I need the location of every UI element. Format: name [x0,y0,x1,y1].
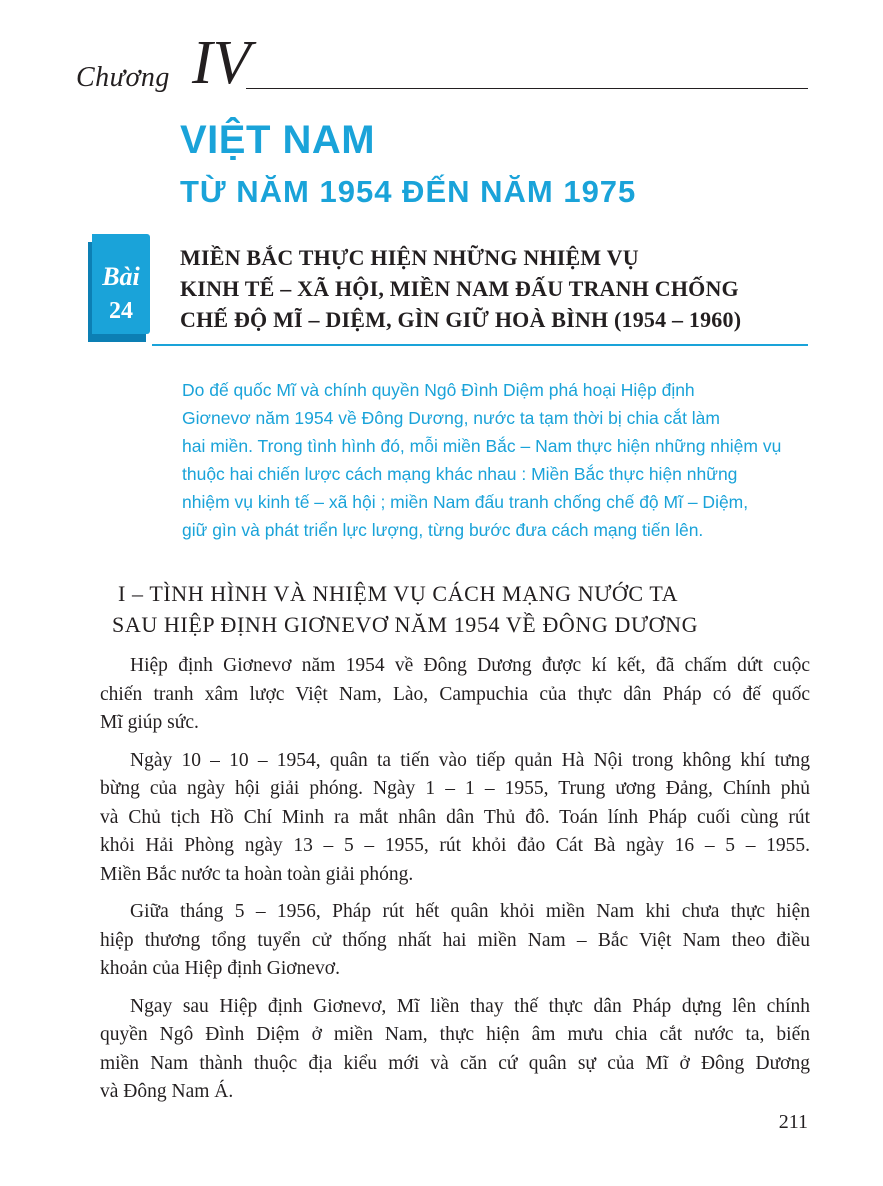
lesson-badge-word: Bài [102,262,140,291]
paragraph-line: Mĩ giúp sức. [100,712,199,733]
section-heading [112,578,699,640]
paragraph-line: và Đông Nam Á. [100,1081,234,1102]
body-text [100,652,810,1116]
paragraph-line: Ngày 10 – 10 – 1954, quân ta tiến vào tiếp quản Hà Nội trong không khí tưng [130,749,810,771]
paragraph-line: Hiệp định Giơnevơ năm 1954 về Đông Dương được kí kết, đã chấm dứt cuộc [130,655,810,676]
paragraph-line: hiệp thương tổng tuyển cử thống nhất hai miền Nam – Bắc Việt Nam theo điều [100,929,810,951]
chapter-underline [246,88,808,89]
paragraph [100,652,810,738]
paragraph-line: khoản của Hiệp định Giơnevơ. [100,958,340,979]
paragraph-line: Ngay sau Hiệp định Giơnevơ, Mĩ liền thay thế thực dân Pháp dựng lên chính [130,995,810,1017]
chapter-heading [76,29,808,97]
intro-line: hai miền. Trong tình hình đó, mỗi miền Bắc – Nam thực hiện những nhiệm vụ [182,436,782,456]
paragraph [100,747,810,890]
intro-summary [182,376,812,544]
intro-line: thuộc hai chiến lược cách mạng khác nhau : Miền Bắc thực hiện những [182,464,738,484]
lesson-title [180,242,741,335]
lesson-title-line: MIỀN BẮC THỰC HIỆN NHỮNG NHIỆM VỤ [180,245,639,270]
lesson-badge-number: 24 [109,298,133,324]
page-number: 211 [778,1111,808,1133]
lesson-book-icon [88,234,152,344]
section-heading-line: I – TÌNH HÌNH VÀ NHIỆM VỤ CÁCH MẠNG NƯỚC TA [118,581,679,606]
paragraph-line: khỏi Hải Phòng ngày 13 – 5 – 1955, rút khỏi đảo Cát Bà ngày 16 – 5 – 1955. [100,835,810,856]
intro-line: nhiệm vụ kinh tế – xã hội ; miền Nam đấu tranh chống chế độ Mĩ – Diệm, [182,492,749,512]
paragraph-line: Miền Bắc nước ta hoàn toàn giải phóng. [100,863,414,885]
intro-line: Do đế quốc Mĩ và chính quyền Ngô Đình Diệm phá hoại Hiệp định [182,380,695,400]
lesson-title-rule [152,344,808,346]
paragraph-line: và Chủ tịch Hồ Chí Minh ra mắt nhân dân Thủ đô. Toán lính Pháp cuối cùng rút [100,806,810,828]
section-heading-line: SAU HIỆP ĐỊNH GIƠNEVƠ NĂM 1954 VỀ ĐÔNG DƯƠNG [112,612,699,637]
chapter-word: Chương [76,62,170,93]
chapter-number: IV [192,29,251,97]
chapter-title-line1: VIỆT NAM [180,118,376,162]
paragraph-line: miền Nam thành thuộc địa kiểu mới và căn cứ quân sự của Mĩ ở Đông Dương [100,1052,810,1074]
intro-line: giữ gìn và phát triển lực lượng, từng bước đưa cách mạng tiến lên. [182,520,704,540]
paragraph [100,898,810,984]
chapter-title-line2: TỪ NĂM 1954 ĐẾN NĂM 1975 [180,174,637,209]
paragraph-line: quyền Ngô Đình Diệm ở miền Nam, thực hiện âm mưu chia cắt nước ta, biến [100,1024,810,1045]
paragraph-line: chiến tranh xâm lược Việt Nam, Lào, Campuchia của thực dân Pháp có đế quốc [100,683,810,705]
lesson-title-line: CHẾ ĐỘ MĨ – DIỆM, GÌN GIỮ HOÀ BÌNH (1954 – 1960) [180,307,742,332]
intro-line: Giơnevơ năm 1954 về Đông Dương, nước ta tạm thời bị chia cắt làm [182,408,720,428]
paragraph-line: Giữa tháng 5 – 1956, Pháp rút hết quân khỏi miền Nam khi chưa thực hiện [130,901,810,922]
paragraph-line: bừng của ngày hội giải phóng. Ngày 1 – 1 – 1955, Trung ương Đảng, Chính phủ [100,778,810,799]
paragraph [100,993,810,1107]
lesson-title-line: KINH TẾ – XÃ HỘI, MIỀN NAM ĐẤU TRANH CHỐNG [180,276,739,301]
